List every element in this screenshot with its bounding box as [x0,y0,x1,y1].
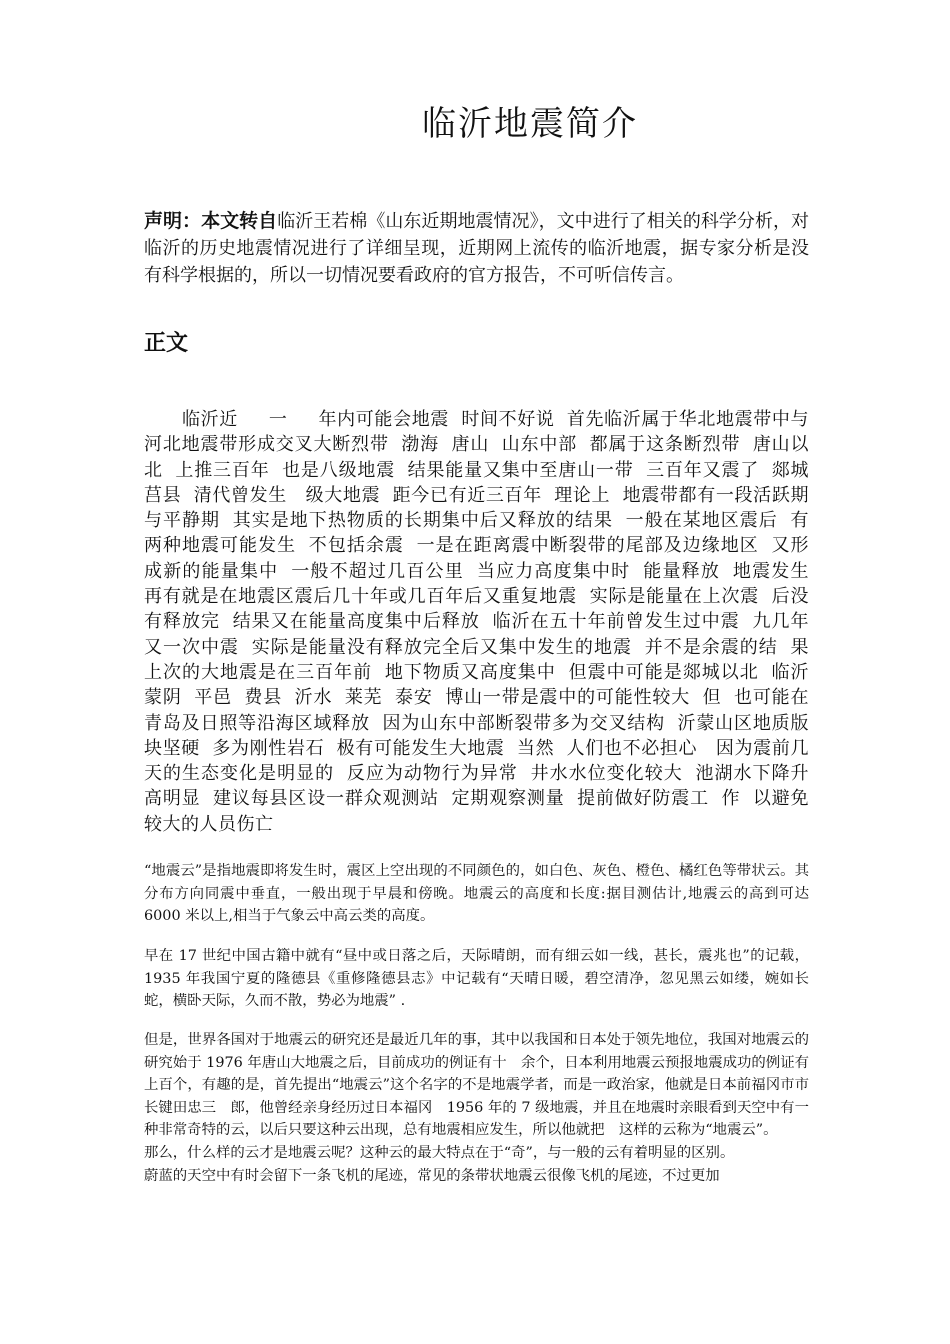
cloud-research-paragraph-2: 那么，什么样的云才是地震云呢？这种云的最大特点在于“奇”，与一般的云有着明显的区别。 [144,1144,735,1161]
section-heading: 正文 [144,331,189,356]
statement-text: 临沂王若棉《山东近期地震情况》，文中进行了相关的科学分析，对临沂的历史地震情况进行了详细呈现，近期网上流传的临沂地震，据专家分析是没有科学根据的，所以一切情况要看政府的官方报告，不可听信传言。 [144,211,809,286]
page-title: 临沂地震简介 [422,104,638,144]
statement-lead: 声明：本文转自 [144,210,278,232]
cloud-research-paragraph-1: 但是，世界各国对于地震云的研究还是最近几年的事，其中以我国和日本处于领先地位，我国对地震云的研究始于 1976 年唐山大地震之后，目前成功的例证有十 余个，日本利用地震云预报地震成功的例证有上百个，有趣的是，首先提出“地震云”这个名字的不是地震学者，而是一政治家，他就是日本前福冈市市长键田忠三 郎，他曾经亲身经历过日本福冈 1956 年的 7 级地震，并且在地震时亲眼看到天空中有一种非常奇特的云，以后只要这种云出现，总有地震相应发生，所以他就把 这样的云称为“地震云”。 [144,1032,809,1139]
statement-paragraph [144,208,809,289]
cloud-definition-paragraph: “地震云”是指地震即将发生时，震区上空出现的不同颜色的，如白色、灰色、橙色、橘红色等带状云。其分布方向同震中垂直，一般出现于早晨和傍晚。地震云的高度和长度:据目测估计,地震云的高到可达 6000 米以上,相当于气象云中高云类的高度。 [144,863,809,925]
cloud-research-block [144,1029,809,1187]
main-text-paragraph: 临沂近 一 年内可能会地震 时间不好说 首先临沂属于华北地震带中与河北地震带形成交叉大断烈带 渤海 唐山 山东中部 都属于这条断烈带 唐山以 北 上推三百年 也是八级地震 结果能量又集中至唐山一带 三百年又震了 郯城 莒县 清代曾发生 级大地震 距今已有近三百年 理论上 地震带都有一段活跃期与平静期 其实是地下热物质的长期集中后又释放的结果 一般在某地区震后 有两种地震可能发生 不包括余震 一是在距离震中断裂带的尾部及边缘地区 又形成新的能量集中 一般不超过几百公里 当应力高度集中时 能量释放 地震发生 再有就是在地震区震后几十年或几百年后又重复地震 实际是能量在上次震 后没有释放完 结果又在能量高度集中后释放 临沂在五十年前曾发生过中震 九几年又一次中震 实际是能量没有释放完全后又集中发生的地震 并不是余震的结 果 上次的大地震是在三百年前 地下物质又高度集中 但震中可能是郯城以北 临沂 蒙阴 平邑 费县 沂水 莱芜 泰安 博山一带是震中的可能性较大 但 也可能在青岛及日照等沿海区域释放 因为山东中部断裂带多为交叉结构 沂蒙山区地质版块坚硬 多为刚性岩石 极有可能发生大地震 当然 人们也不必担心 因为震前几天的生态变化是明显的 反应为动物行为异常 井水水位变化较大 池湖水下降升高明显 建议每县区设一群众观测站 定期观察测量 提前做好防震工 作 以避免较大的人员伤亡 [144,409,809,835]
cloud-research-paragraph-3: 蔚蓝的天空中有时会留下一条飞机的尾迹，常见的条带状地震云很像飞机的尾迹，不过更加 [144,1167,720,1184]
cloud-history-paragraph: 早在 17 世纪中国古籍中就有“昼中或日落之后，天际晴朗，而有细云如一线，甚长，震兆也”的记载，1935 年我国宁夏的隆德县《重修隆德县志》中记载有“天晴日暖，碧空清净，忽见黑云如缕，婉如长蛇，横卧天际，久而不散，势必为地震” . [144,948,809,1010]
